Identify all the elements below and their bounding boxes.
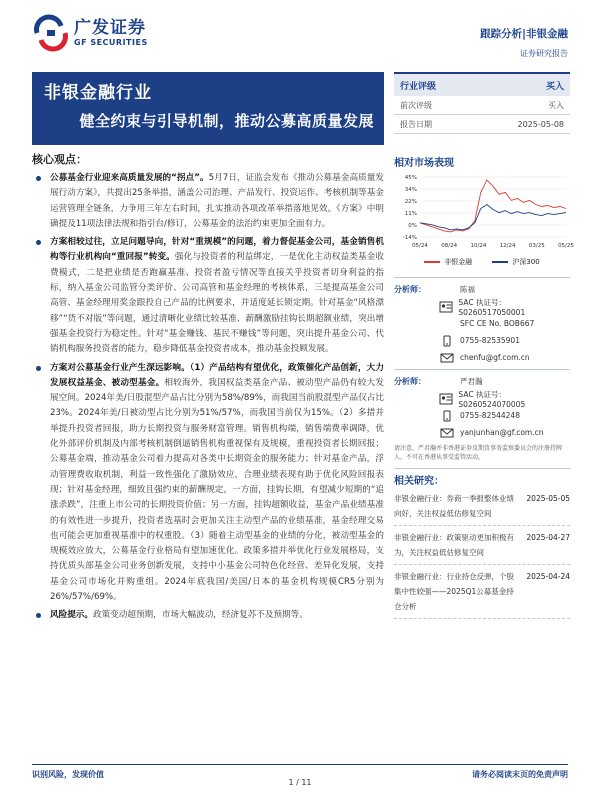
- analyst-license-row: [394, 390, 570, 407]
- previous-rating-label: 前次评级: [400, 100, 432, 110]
- phone-icon: [434, 335, 460, 347]
- paragraph-body: 强化与投资者的利益绑定，一是优化主动权益类基金收费模式，二是把业绩是否跑赢基准、投资者盈亏情况等直接关乎投资者切身利益的指标，纳入基金公司监管分类评价、公司高管和基金经理的考核体系，三是提高基金公司高管、基金经理用奖金跟投自己产品的比例要求，并适度延长锁定期。针对基金“风格漂移”“货不对版”等问题，通过清晰化业绩比较基准、薪酬激励挂钩长期超额业绩，突出增强基金投资行为稳定性。针对“基金赚钱、基民不赚钱”等问题，突出提升基金公司、代销机构服务投资者的能力，稳步降低基金投资者成本，推动基金投顾发展。: [50, 252, 384, 355]
- analyst-name-row: [394, 281, 570, 298]
- rating-table: [394, 72, 570, 134]
- analyst-phone-row: [394, 407, 570, 424]
- legend-label: 非银金融: [444, 258, 473, 266]
- y-tick-label: -14%: [402, 235, 417, 241]
- analyst-name-row: [394, 373, 570, 390]
- analyst-phone: 0755-82535901: [460, 336, 520, 345]
- rating-label: 行业评级: [400, 81, 437, 92]
- core-view-paragraph: [32, 361, 384, 606]
- related-research-title: 非银金融行业：券商一季报整体业绩向好，关注权益低估修复空间: [394, 494, 514, 518]
- previous-rating-value: 买入: [548, 100, 564, 110]
- legend-label: 沪深300: [512, 258, 540, 266]
- series-line: [420, 180, 566, 232]
- paragraph-lead: 风险提示。: [50, 610, 93, 621]
- report-date-label: 报告日期: [400, 119, 432, 129]
- report-title: 健全约束与引导机制，推动公募高质量发展: [79, 112, 374, 130]
- report-header: [0, 0, 600, 64]
- paragraph-body: 相较海外，我国权益类基金产品、被动型产品仍有较大发展空间。2024年美/日股混型产品占比分别为58%/89%，而我国当前股混型产品仅占比23%。2024年美/日被动型占比分别为51%/57%，而我国当前仅为15%。（2）多措并举提升投资者回报，助力长期投资与服务财富管理。销售机构端，销售端费率调降，优化外部评价机制及内部考核机制倒逼销售机构重视保有及规模，重视投资者长期回报；公募基金端，推动基金公司着力提高对各类中长期资金的服务能力；针对基金产品，浮动管理费收取机制，利益一致性强化了激励效应，合理业绩表现有助于优化风险回报表现；针对基金经理，细致且强约束的薪酬规定，一方面，挂钩长期，有望减少短期的“追涨杀跌”，注重上市公司的长期投资价值；另一方面，挂钩超额收益，基金产品业绩基准的有效性进一步提升，投资者选基时会更加关注主动型产品的业绩基准，基金经理交易也可能会更加重视基准中的权重股。（3）随着主动型基金的业绩的分化，被动型基金的规模效应放大，公募基金行业格局有望加速优化。政策多措并举优化行业发展格局，支持优质头部基金公司业务创新发展，支持中小基金公司特色化经营、差异化发展，支持基金公司市场化并购重组。2024年底我国/美国/日本的基金机构规模CR5分别为26%/57%/69%。: [50, 377, 384, 603]
- y-tick-label: 34%: [404, 187, 417, 193]
- related-research-date: 2025-05-05: [526, 494, 570, 503]
- report-date-value: 2025-05-08: [517, 119, 564, 129]
- analyst-email[interactable]: yanjunhan@gf.com.cn: [460, 428, 544, 437]
- analyst-ce: SFC CE No. BOB667: [460, 319, 535, 328]
- market-performance-title: 相对市场表现: [394, 158, 454, 169]
- gf-logo: [34, 18, 148, 48]
- x-tick-label: 08/24: [441, 243, 458, 249]
- core-view-paragraph: [32, 608, 384, 623]
- x-tick-label: 03/25: [528, 243, 545, 249]
- related-research-item[interactable]: [394, 565, 570, 619]
- id-card-icon: [433, 301, 458, 313]
- analyst-license: SAC 执证号：S0260524070005: [458, 389, 526, 409]
- analyst-name: 陈福: [460, 285, 475, 294]
- related-research-date: 2025-04-24: [526, 572, 570, 581]
- license-disclaimer: 请注意，严君瀚并非香港证券及期货事务监察委员会的注册持牌人，不可在香港从事受监管活动。: [394, 445, 563, 461]
- phone-icon: [434, 410, 460, 422]
- logo-english-name: GF SECURITIES: [74, 37, 148, 47]
- series-line: [420, 205, 566, 230]
- mail-icon: [434, 428, 460, 438]
- page-number: 1 / 11: [288, 778, 312, 787]
- related-research-date: 2025-04-27: [526, 533, 570, 542]
- analyst-name: 严君瀚: [460, 377, 483, 386]
- related-research-list: [394, 487, 570, 619]
- analyst-list: [394, 281, 570, 441]
- title-banner: [32, 72, 384, 145]
- core-views-title: 核心观点：: [32, 153, 87, 166]
- report-category: 跟踪分析|非银金融: [480, 28, 568, 40]
- x-tick-label: 05/25: [558, 243, 574, 249]
- legend-swatch: [424, 261, 440, 263]
- y-tick-label: 0%: [408, 223, 417, 229]
- analyst-email[interactable]: chenfu@gf.com.cn: [460, 353, 530, 362]
- related-research-title: 非银金融行业：政策驱动更加积极有为，关注权益低估修复空间: [394, 533, 514, 557]
- analyst-email-row: [394, 424, 570, 441]
- performance-chart-svg: [394, 173, 574, 251]
- analyst-phone: 0755-82544248: [460, 411, 520, 420]
- x-tick-label: 12/24: [499, 243, 516, 249]
- y-tick-label: 22%: [404, 199, 417, 205]
- core-views-section: [32, 147, 384, 627]
- sidebar: [394, 72, 574, 619]
- id-card-icon: [433, 393, 458, 405]
- analyst-phone-row: [394, 332, 570, 349]
- analyst-label: 分析师：: [394, 377, 426, 386]
- gf-logo-icon: [34, 18, 68, 48]
- core-view-paragraph: [32, 171, 384, 232]
- x-tick-label: 10/24: [470, 243, 487, 249]
- y-tick-label: 45%: [404, 175, 417, 181]
- related-research-title: 相关研究：: [394, 476, 444, 487]
- footer-slogan: 识别风险，发现价值: [32, 770, 104, 779]
- mail-icon: [434, 353, 460, 363]
- paragraph-lead: 公募基金行业迎来高质量发展的“拐点”。: [50, 173, 209, 183]
- paragraph-body: 政策变动超预期，市场大幅波动，经济复苏不及预期等。: [92, 610, 308, 621]
- y-tick-label: 11%: [404, 211, 417, 217]
- analyst-license: SAC 执证号：S0260517050001: [458, 297, 526, 317]
- analyst-label: 分析师：: [394, 285, 426, 294]
- related-research-item[interactable]: [394, 487, 570, 526]
- analyst-email-row: [394, 349, 570, 366]
- page-footer: [32, 764, 568, 779]
- paragraph-lead: 方案对公募基金行业产生深远影响。（1）产品结构有望优化，政策催化产品创新，大力发展权益基金、被动型基金。: [50, 362, 384, 388]
- related-research-item[interactable]: [394, 526, 570, 565]
- report-type: 证券研究报告: [520, 49, 568, 58]
- legend-item: [424, 257, 472, 267]
- analyst-license-row: [394, 298, 570, 315]
- chart-legend: [394, 257, 570, 267]
- analyst-ce-row: [394, 315, 570, 332]
- paragraph-body: 5月7日，证监会发布《推动公募基金高质量发展行动方案》，共提出25条举措，涵盖公司治理、产品发行、投资运作、考核机制等基金运营管理全链条，力争用三年左右时间，扎实推动各项改革举措落地见效。《方案》中明确提及11项法律法规和指引台/修订，公募基金的法治约束更加全面有力。: [50, 173, 385, 229]
- legend-item: [492, 257, 539, 267]
- logo-chinese-name: 广发证券: [74, 17, 146, 38]
- related-research-title: 非银金融行业：行业持仓反弹，个股集中性较强——2025Q1公募基金持仓分析: [394, 572, 514, 611]
- legend-swatch: [492, 261, 508, 263]
- industry-name: 非银金融行业: [44, 83, 152, 103]
- x-tick-label: 05/24: [412, 243, 428, 249]
- paragraph-lead: 方案相较过往，立足问题导向，针对“重规模”的问题，着力督促基金公司，基金销售机构等行业机构向“重回报”转变。: [50, 237, 384, 263]
- core-view-paragraph: [32, 235, 384, 357]
- relative-performance-chart: [394, 173, 574, 267]
- rating-value: 买入: [545, 81, 564, 92]
- footer-disclaimer-link[interactable]: 请务必阅读末页的免责声明: [472, 770, 568, 779]
